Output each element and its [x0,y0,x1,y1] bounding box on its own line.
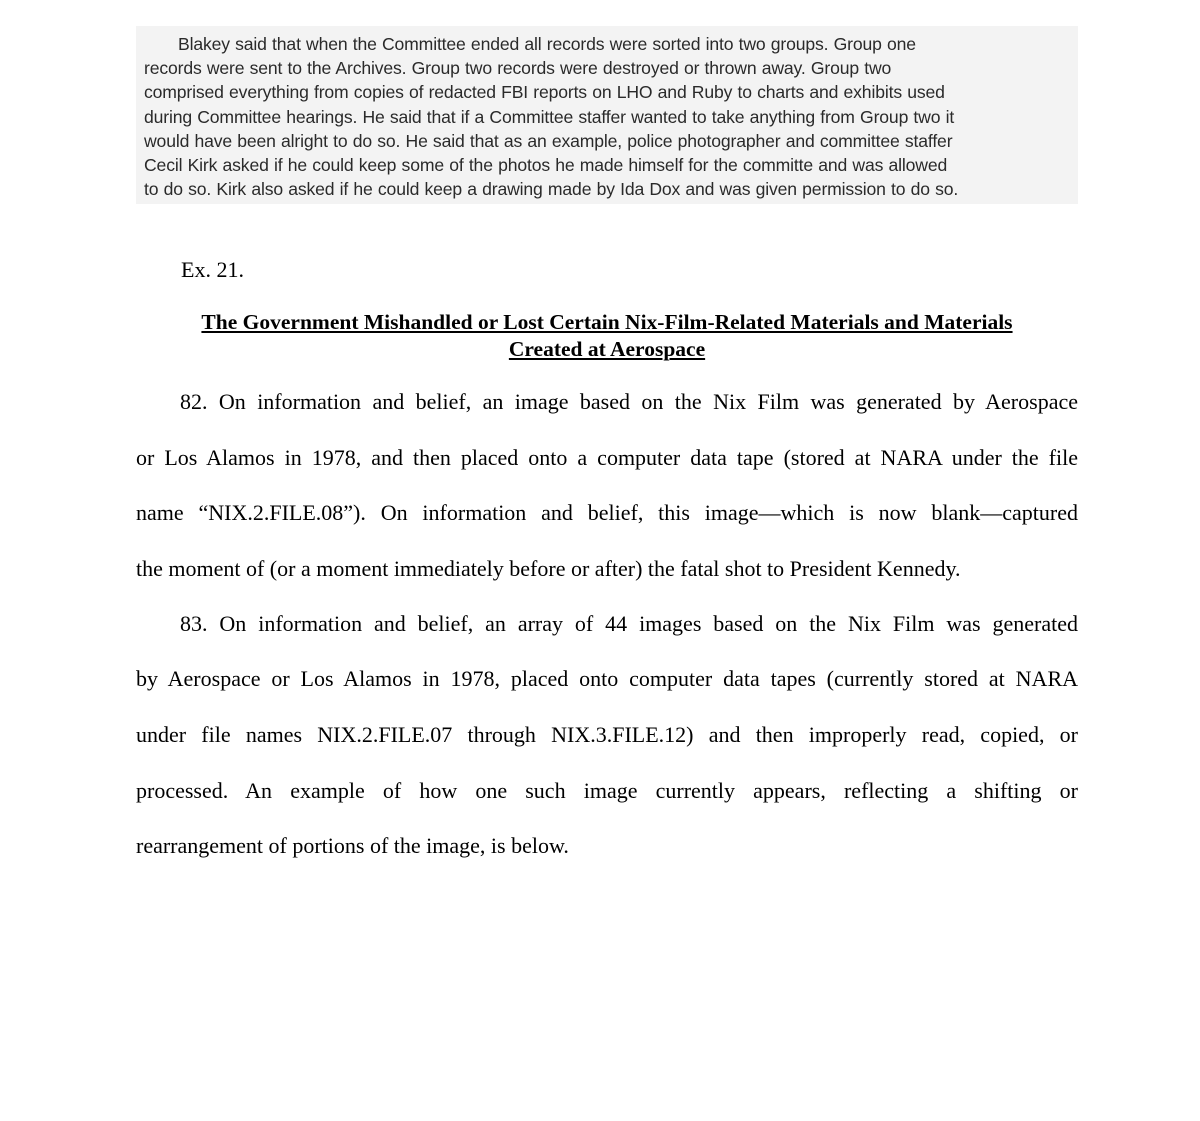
paragraph-82-line: or Los Alamos in 1978, and then placed onto a computer data tape (stored at NARA under the file [136,445,1078,470]
excerpt-line: comprised everything from copies of redacted FBI reports on LHO and Ruby to charts and exhibits used [144,82,945,103]
excerpt-line: to do so. Kirk also asked if he could keep a drawing made by Ida Dox and was given permission to do so. [144,179,959,200]
paragraph-83-line: processed. An example of how one such image currently appears, reflecting a shifting or [136,778,1078,803]
paragraph-82-line: name “NIX.2.FILE.08”). On information and belief, this image—which is now blank—captured [136,500,1078,525]
paragraph-83-line: under file names NIX.2.FILE.07 through NIX.3.FILE.12) and then improperly read, copied, or [136,722,1078,747]
section-heading-line-2: Created at Aerospace [508,337,706,361]
section-heading-line-1: The Government Mishandled or Lost Certain Nix-Film-Related Materials and Materials [201,310,1013,334]
excerpt-line: during Committee hearings. He said that if a Committee staffer wanted to take anything from Group two it [144,106,955,127]
paragraph-83-line: 83. On information and belief, an array of 44 images based on the Nix Film was generated [180,611,1078,636]
excerpt-line: records were sent to the Archives. Group two records were destroyed or thrown away. Group two [144,58,892,79]
paragraph-82-line: 82. On information and belief, an image based on the Nix Film was generated by Aerospace [180,389,1078,414]
excerpt-line: would have been alright to do so. He said that as an example, police photographer and committee staffer [144,130,953,151]
paragraph-83-line: rearrangement of portions of the image, is below. [136,833,569,858]
paragraph-83-line: by Aerospace or Los Alamos in 1978, placed onto computer data tapes (currently stored at NARA [136,666,1078,691]
excerpt-line: Cecil Kirk asked if he could keep some of the photos he made himself for the committe and was allowed [144,155,948,176]
excerpt-line: Blakey said that when the Committee ended all records were sorted into two groups. Group one [178,34,916,54]
exhibit-reference: Ex. 21. [181,257,244,282]
section-heading [136,309,1078,363]
scanned-exhibit-excerpt [136,26,1078,204]
paragraph-82-line: the moment of (or a moment immediately before or after) the fatal shot to President Kennedy. [136,556,961,581]
